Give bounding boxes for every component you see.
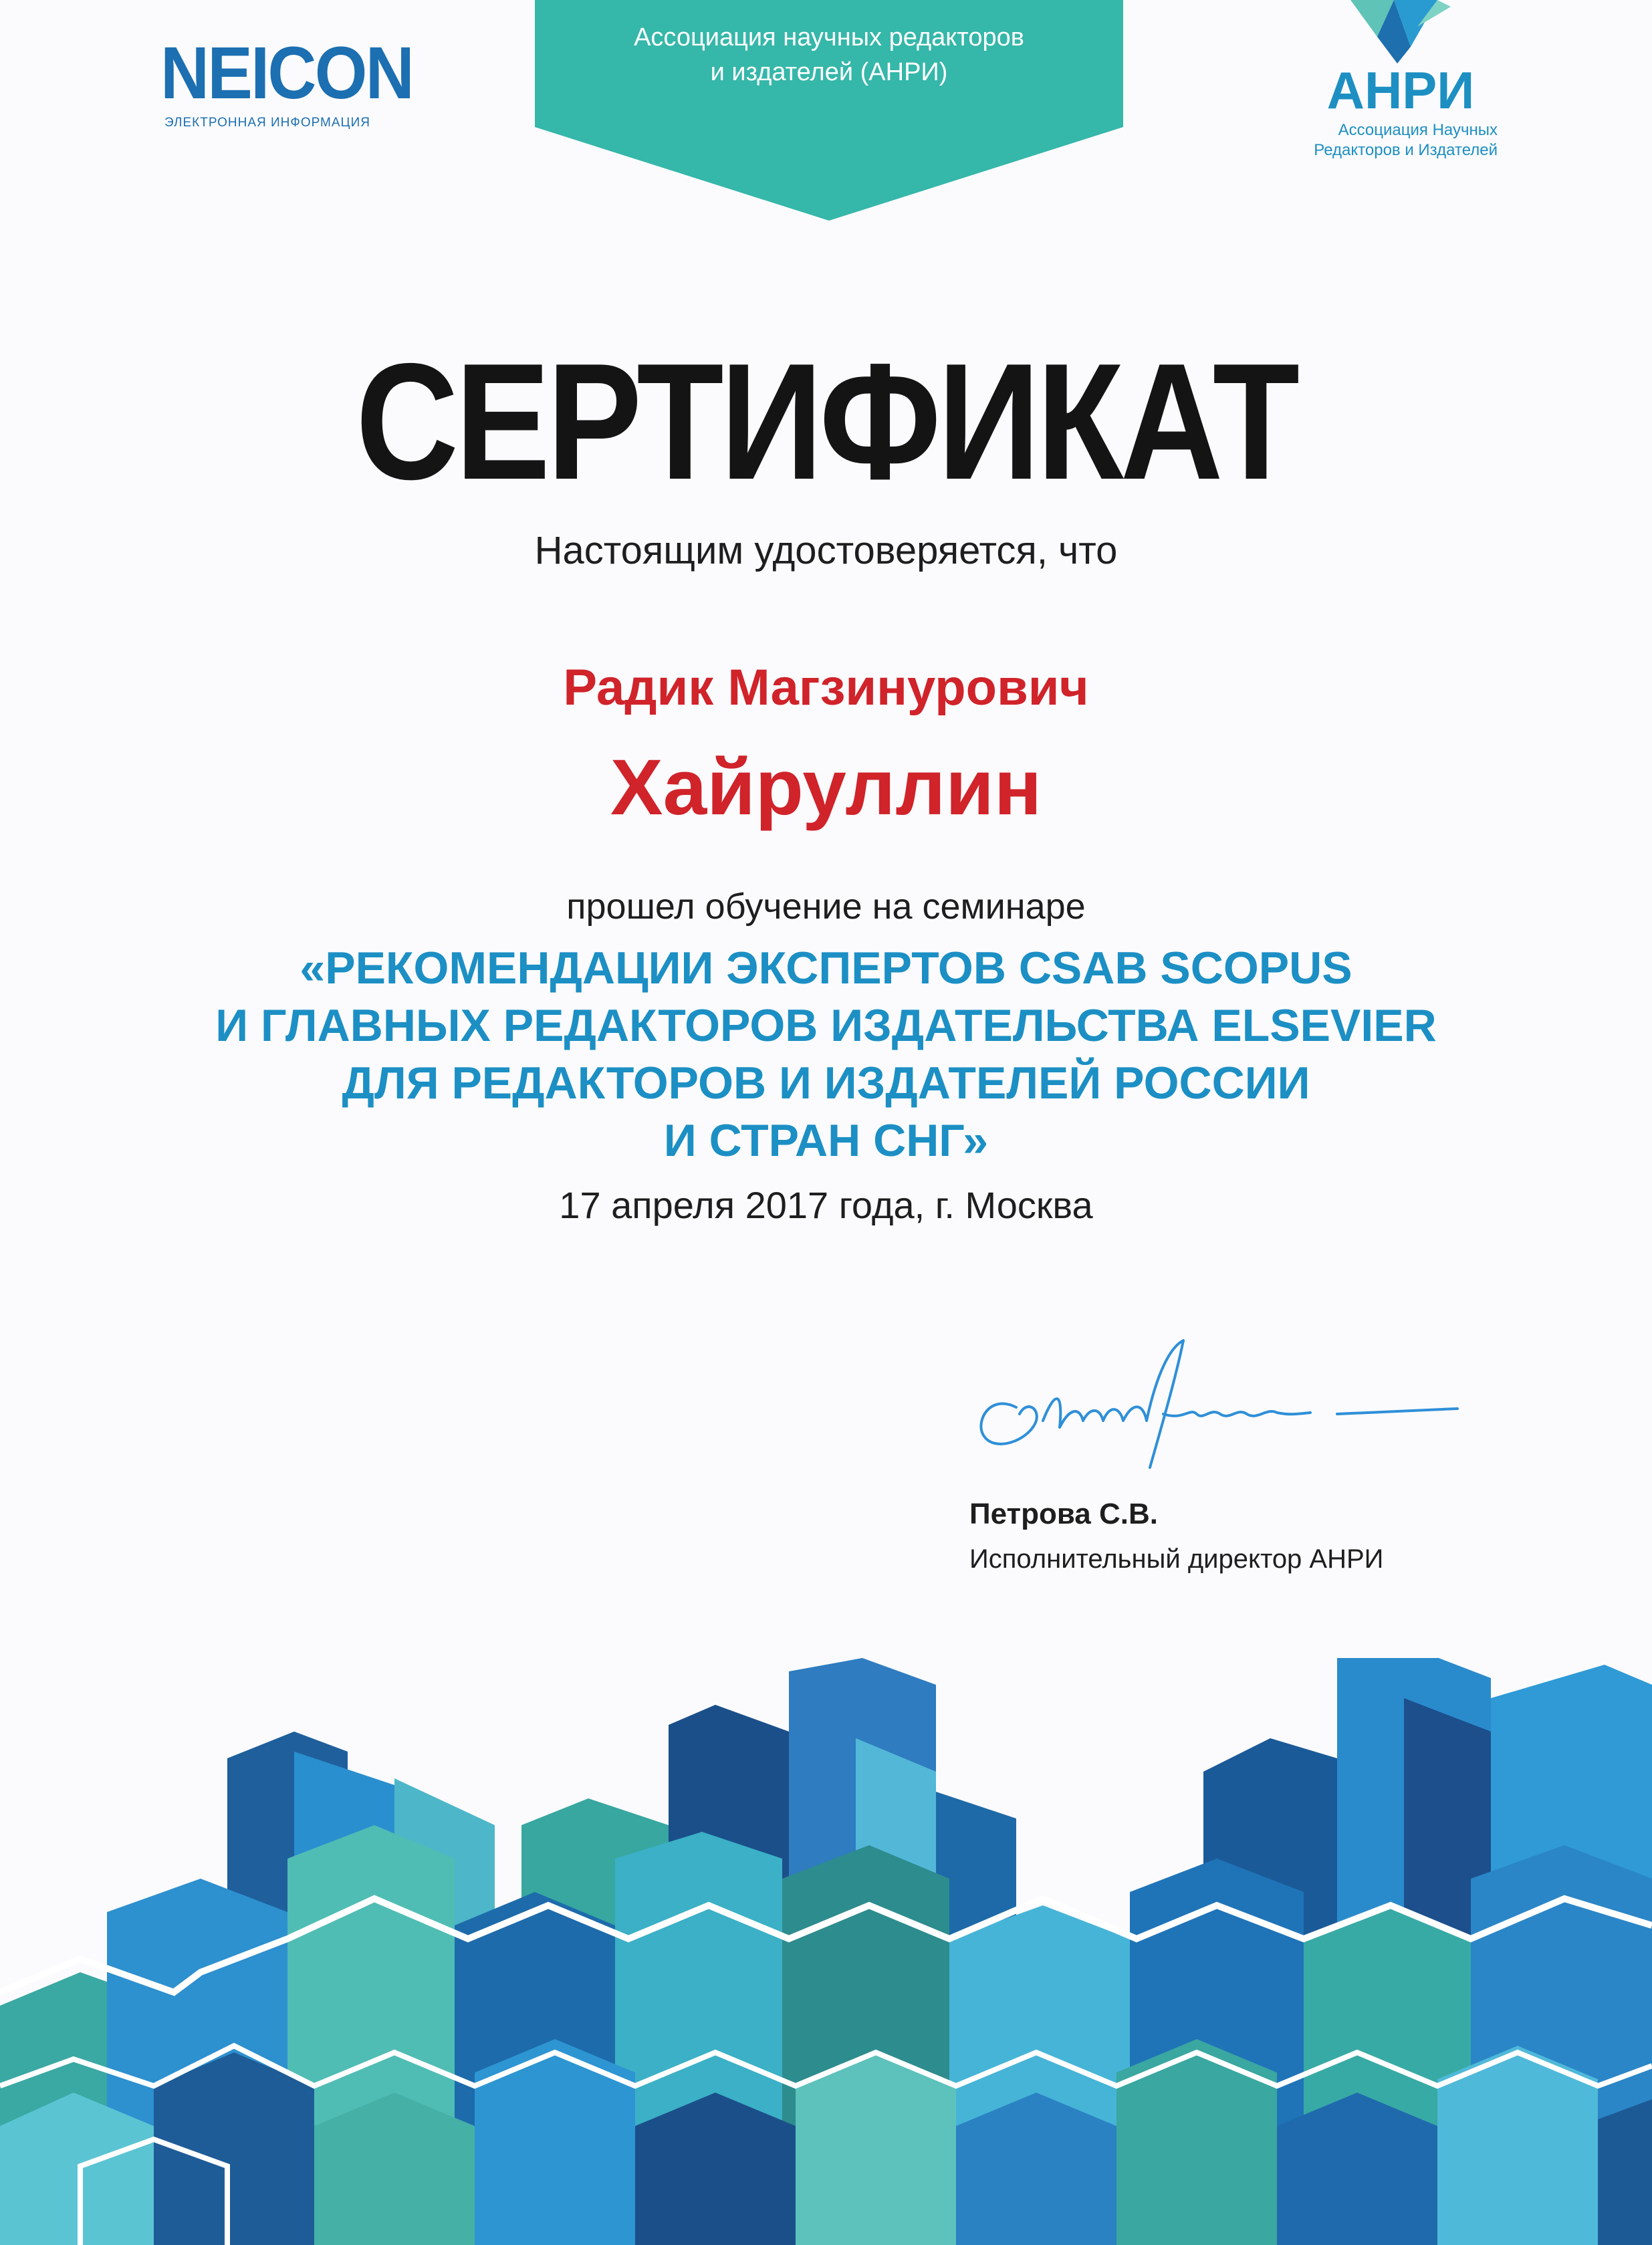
- ribbon-line-1: Ассоциация научных редакторов: [634, 23, 1024, 51]
- anri-logo-text: АНРИ: [1326, 61, 1475, 120]
- decorative-skyline: [0, 1658, 1652, 2245]
- handwritten-signature: [963, 1320, 1471, 1494]
- recipient-last-name: Хайруллин: [610, 743, 1042, 832]
- ribbon-text: [535, 20, 1123, 90]
- neicon-logo-text: NEICON: [160, 32, 413, 114]
- anri-logo-mark-icon: [1337, 0, 1451, 64]
- seminar-line-4: И СТРАН СНГ»: [663, 1115, 989, 1166]
- anri-subtitle-line-2: Редакторов и Издателей: [1314, 141, 1498, 159]
- anri-subtitle-line-1: Ассоциация Научных: [1338, 121, 1498, 139]
- seminar-line-2: И ГЛАВНЫХ РЕДАКТОРОВ ИЗДАТЕЛЬСТВА ELSEVIER: [215, 1000, 1437, 1051]
- ribbon-line-2: и издателей (АНРИ): [710, 58, 948, 86]
- seminar-title: [0, 939, 1652, 1169]
- signatory-name: Петрова С.В.: [969, 1498, 1158, 1530]
- training-text: прошел обучение на семинаре: [566, 887, 1086, 927]
- date-place: 17 апреля 2017 года, г. Москва: [559, 1184, 1093, 1226]
- seminar-line-1: «РЕКОМЕНДАЦИИ ЭКСПЕРТОВ CSAB SCOPUS: [300, 943, 1352, 993]
- seminar-line-3: ДЛЯ РЕДАКТОРОВ И ИЗДАТЕЛЕЙ РОССИИ: [342, 1058, 1310, 1108]
- neicon-subtitle: ЭЛЕКТРОННАЯ ИНФОРМАЦИЯ: [164, 116, 370, 130]
- signatory-role: Исполнительный директор АНРИ: [969, 1544, 1384, 1574]
- certify-text: Настоящим удостоверяется, что: [534, 529, 1118, 572]
- anri-subtitle: [1270, 120, 1498, 160]
- certificate-title: СЕРТИФИКАТ: [356, 328, 1296, 514]
- neicon-logo: [160, 32, 413, 130]
- recipient-first-name: Радик Магзинурович: [563, 659, 1089, 716]
